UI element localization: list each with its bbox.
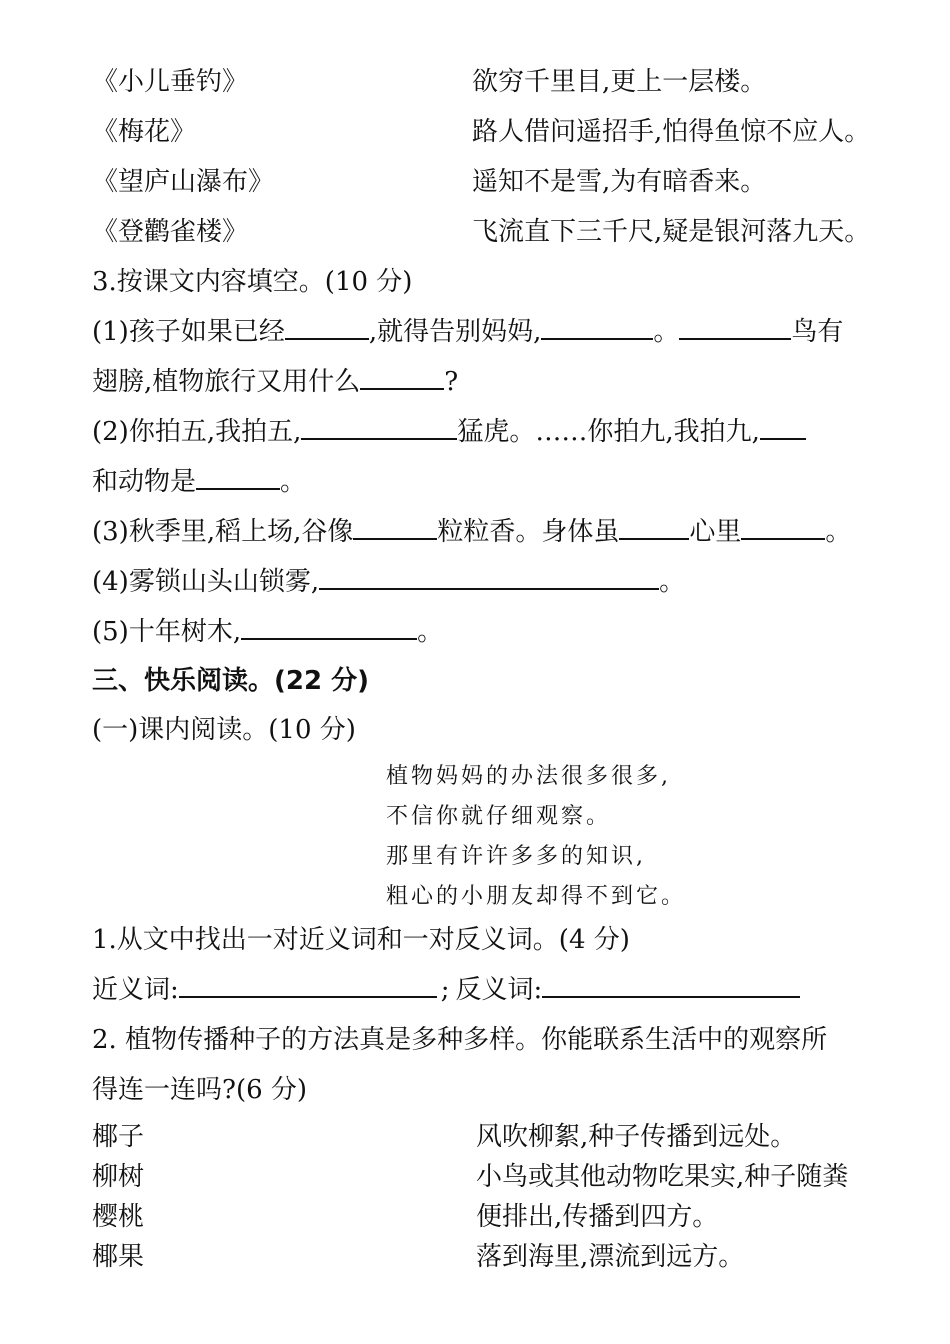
blank[interactable] bbox=[353, 514, 437, 540]
reading-poem-line-2: 不信你就仔细观察。 bbox=[386, 804, 612, 829]
antonym-blank[interactable] bbox=[542, 972, 800, 998]
poem-title-4: 《登鹳雀楼》 bbox=[92, 217, 249, 247]
blank[interactable] bbox=[196, 464, 280, 490]
q3-item-3: (3)秋季里,稻上场,谷像 粒粒香。身体虽 心里 。 bbox=[92, 514, 851, 550]
reading-poem-line-1: 植物妈妈的办法很多很多, bbox=[386, 764, 671, 789]
synonym-blank[interactable] bbox=[179, 972, 437, 998]
blank[interactable] bbox=[541, 314, 653, 340]
plant-item-2[interactable]: 柳树 bbox=[92, 1162, 145, 1192]
plant-item-3[interactable]: 樱桃 bbox=[92, 1202, 145, 1232]
blank[interactable] bbox=[679, 314, 791, 340]
blank[interactable] bbox=[760, 414, 806, 440]
method-item-2-cont[interactable]: 便排出,传播到四方。 bbox=[476, 1202, 719, 1232]
plant-item-4[interactable]: 椰果 bbox=[92, 1242, 145, 1272]
poem-title-3: 《望庐山瀑布》 bbox=[92, 167, 275, 197]
q3-item-4: (4)雾锁山头山锁雾, 。 bbox=[92, 564, 685, 600]
q3-item-1-line-2: 翅膀,植物旅行又用什么 ? bbox=[92, 364, 458, 400]
reading-question-2-line-1: 2. 植物传播种子的方法真是多种多样。你能联系生活中的观察所 bbox=[92, 1025, 828, 1055]
q3-item-2-line-2: 和动物是 。 bbox=[92, 464, 306, 500]
blank[interactable] bbox=[241, 614, 417, 640]
blank[interactable] bbox=[741, 514, 825, 540]
method-item-2[interactable]: 小鸟或其他动物吃果实,种子随粪 bbox=[476, 1162, 849, 1192]
poem-title-2: 《梅花》 bbox=[92, 117, 197, 147]
q3-item-2-line-1: (2)你拍五,我拍五, 猛虎。……你拍九,我拍九, bbox=[92, 414, 806, 450]
subsection-heading: (一)课内阅读。(10 分) bbox=[92, 715, 356, 745]
method-item-1[interactable]: 风吹柳絮,种子传播到远处。 bbox=[476, 1122, 797, 1152]
poem-line-4: 飞流直下三千尺,疑是银河落九天。 bbox=[472, 217, 871, 247]
poem-line-2: 路人借问遥招手,怕得鱼惊不应人。 bbox=[472, 117, 871, 147]
plant-item-1[interactable]: 椰子 bbox=[92, 1122, 145, 1152]
poem-title-1: 《小儿垂钓》 bbox=[92, 67, 249, 97]
blank[interactable] bbox=[285, 314, 369, 340]
blank[interactable] bbox=[301, 414, 457, 440]
reading-question-2-line-2: 得连一连吗?(6 分) bbox=[92, 1075, 308, 1105]
reading-poem-line-3: 那里有许许多多的知识, bbox=[386, 844, 646, 869]
method-item-3[interactable]: 落到海里,漂流到远方。 bbox=[476, 1242, 745, 1272]
q3-item-1-line-1: (1)孩子如果已经 ,就得告别妈妈, 。 鸟有 bbox=[92, 314, 843, 350]
section-heading: 三、快乐阅读。(22 分) bbox=[92, 666, 369, 696]
blank[interactable] bbox=[319, 564, 659, 590]
q3-item-5: (5)十年树木, 。 bbox=[92, 614, 443, 650]
q3-title: 3.按课文内容填空。(10 分) bbox=[92, 267, 413, 297]
poem-line-1: 欲穷千里目,更上一层楼。 bbox=[472, 67, 767, 97]
synonym-antonym-row: 近义词: ; 反义词: bbox=[92, 972, 800, 1008]
reading-question-1: 1.从文中找出一对近义词和一对反义词。(4 分) bbox=[92, 925, 630, 955]
blank[interactable] bbox=[619, 514, 689, 540]
blank[interactable] bbox=[360, 364, 444, 390]
reading-poem-line-4: 粗心的小朋友却得不到它。 bbox=[386, 884, 687, 909]
poem-line-3: 遥知不是雪,为有暗香来。 bbox=[472, 167, 767, 197]
